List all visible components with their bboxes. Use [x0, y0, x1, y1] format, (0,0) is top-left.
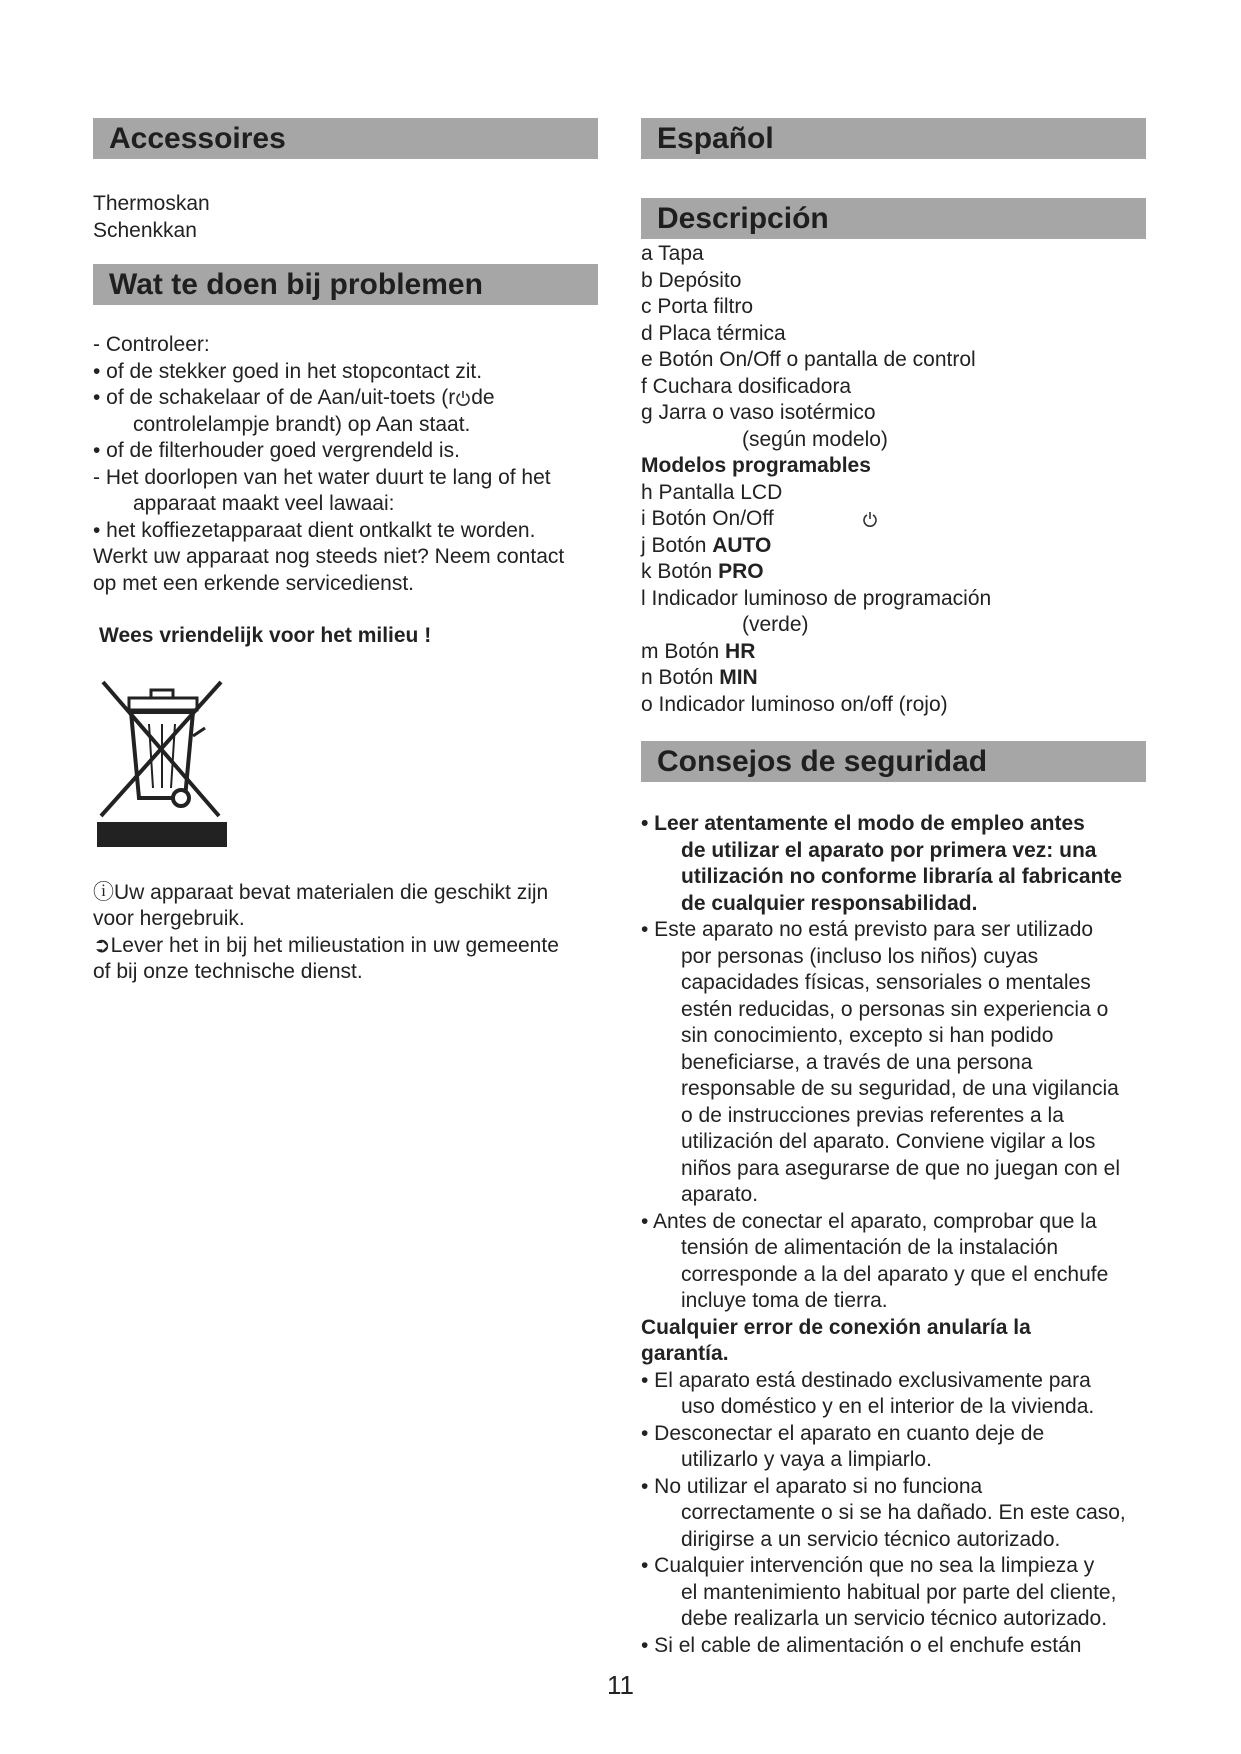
bullet-item: • Este aparato no está previsto para ser utilizado — [641, 918, 1094, 941]
milieu-title: Wees vriendelijk voor het milieu ! — [99, 624, 432, 647]
bullet-continuation: o de instrucciones previas referentes a la — [681, 1103, 1064, 1127]
bullet-item: • Cualquier intervención que no sea la limpieza y — [641, 1554, 1095, 1577]
list-item: g Jarra o vaso isotérmico — [641, 401, 876, 424]
bullet-continuation: beneficiarse, a través de una persona — [681, 1050, 1033, 1074]
section-header-espanol: Español — [641, 118, 1146, 159]
warning-line: Cualquier error de conexión anularía la — [641, 1315, 1031, 1339]
bullet-continuation: utilización del aparato. Conviene vigilar a los — [681, 1130, 1096, 1153]
list-item: c Porta filtro — [641, 295, 754, 318]
bullet-item: • Antes de conectar el aparato, comprobar que la — [641, 1209, 1097, 1233]
bullet-item: • of de filterhouder goed vergrendeld is. — [93, 439, 460, 462]
list-item: e Botón On/Off o pantalla de control — [641, 348, 976, 371]
bullet-continuation: de cualquier responsabilidad. — [681, 891, 978, 915]
seguridad-text — [641, 811, 1161, 1659]
power-icon — [455, 390, 471, 406]
list-item-continuation: (según modelo) — [742, 427, 888, 451]
list-item: Thermoskan — [93, 192, 210, 215]
bullet-item: • Leer atentamente el modo de empleo antes — [641, 812, 1085, 835]
bullet-continuation: capacidades físicas, sensoriales o mentales — [681, 971, 1091, 994]
bullet-continuation: aparato. — [681, 1183, 759, 1206]
paragraph-line: voor hergebruik. — [93, 907, 245, 930]
bullet-continuation: sin conocimiento, excepto si han podido — [681, 1024, 1054, 1047]
section-header-seguridad: Consejos de seguridad — [641, 741, 1146, 782]
accessoires-list — [93, 191, 598, 244]
list-item: m Botón HR — [641, 639, 756, 663]
bullet-continuation: dirigirse a un servicio técnico autorizado. — [681, 1527, 1061, 1551]
left-column — [93, 118, 598, 986]
descripcion-list — [641, 241, 1161, 718]
paragraph-line: ⓘUw apparaat bevat materialen die geschikt zijn — [93, 880, 549, 904]
bullet-continuation: controlelampje brandt) op Aan staat. — [133, 412, 471, 436]
list-item: i Botón On/Off — [641, 506, 1161, 533]
list-item: h Pantalla LCD — [641, 480, 783, 504]
paragraph-line: - Controleer: — [93, 333, 210, 356]
list-item: a Tapa — [641, 242, 704, 265]
paragraph-line: Werkt uw apparaat nog steeds niet? Neem contact — [93, 545, 565, 568]
bullet-continuation: responsable de su seguridad, de una vigilancia — [681, 1077, 1119, 1100]
bullet-continuation: estén reducidas, o personas sin experiencia o — [681, 997, 1109, 1021]
bullet-continuation: utilización no conforme libraría al fabricante — [681, 865, 1123, 888]
list-item: l Indicador luminoso de programación — [641, 586, 992, 610]
arrow-icon: ➲ — [93, 933, 111, 957]
bullet-item: • Desconectar el aparato en cuanto deje de — [641, 1421, 1045, 1445]
list-item: k Botón PRO — [641, 560, 764, 583]
right-column — [641, 118, 1161, 1659]
bullet-item: • het koffiezetapparaat dient ontkalkt te worden. — [93, 518, 536, 542]
bullet-continuation: utilizarlo y vaya a limpiarlo. — [681, 1448, 932, 1471]
power-icon — [862, 511, 878, 527]
problemen-text — [93, 332, 598, 597]
bullet-continuation: tensión de alimentación de la instalación — [681, 1236, 1059, 1259]
bullet-continuation: por personas (incluso los niños) cuyas — [681, 944, 1039, 968]
bullet-continuation: uso doméstico y en el interior de la vivienda. — [681, 1395, 1095, 1418]
bullet-item: • Si el cable de alimentación o el enchufe están — [641, 1633, 1082, 1657]
page-number: 11 — [607, 1670, 634, 1700]
bullet-item: • of de stekker goed in het stopcontact zit. — [93, 359, 483, 383]
list-item: d Placa térmica — [641, 321, 786, 345]
list-item: f Cuchara dosificadora — [641, 374, 852, 398]
section-header-accessoires: Accessoires — [93, 118, 598, 159]
bullet-item: • El aparato está destinado exclusivamente para — [641, 1368, 1091, 1392]
info-icon: ⓘ — [93, 880, 114, 904]
bullet-continuation: incluye toma de tierra. — [681, 1289, 888, 1312]
bullet-item: • of de schakelaar of de Aan/uit-toets (r de — [93, 386, 495, 409]
bullet-item: • No utilizar el aparato si no funciona — [641, 1474, 983, 1498]
weee-crossed-bin-icon — [93, 676, 231, 854]
list-item: j Botón AUTO — [641, 533, 772, 557]
list-item: Schenkkan — [93, 218, 197, 242]
bullet-item: - Het doorlopen van het water duurt te lang of het — [93, 465, 551, 489]
milieu-text — [93, 880, 598, 986]
section-header-descripcion: Descripción — [641, 198, 1146, 239]
paragraph-line: ➲Lever het in bij het milieustation in uw gemeente — [93, 933, 559, 957]
list-item-continuation: (verde) — [742, 613, 809, 636]
bullet-continuation: corresponde a la del aparato y que el enchufe — [681, 1262, 1109, 1286]
bullet-continuation: niños para asegurarse de que no juegan con el — [681, 1156, 1120, 1180]
bullet-continuation: correctamente o si se ha dañado. En este caso, — [681, 1501, 1126, 1524]
list-item: b Depósito — [641, 268, 742, 292]
bullet-continuation: apparaat maakt veel lawaai: — [133, 492, 395, 515]
warning-line: garantía. — [641, 1342, 729, 1365]
section-header-problemen: Wat te doen bij problemen — [93, 264, 598, 305]
bullet-continuation: el mantenimiento habitual por parte del cliente, — [681, 1580, 1117, 1604]
paragraph-line: op met een erkende servicedienst. — [93, 571, 415, 595]
list-item: n Botón MIN — [641, 666, 758, 689]
paragraph-line: of bij onze technische dienst. — [93, 960, 363, 983]
subheading: Modelos programables — [641, 454, 871, 477]
list-item: o Indicador luminoso on/off (rojo) — [641, 692, 948, 716]
bullet-continuation: de utilizar el aparato por primera vez: una — [681, 838, 1097, 862]
bullet-continuation: debe realizarla un servicio técnico autorizado. — [681, 1607, 1108, 1630]
